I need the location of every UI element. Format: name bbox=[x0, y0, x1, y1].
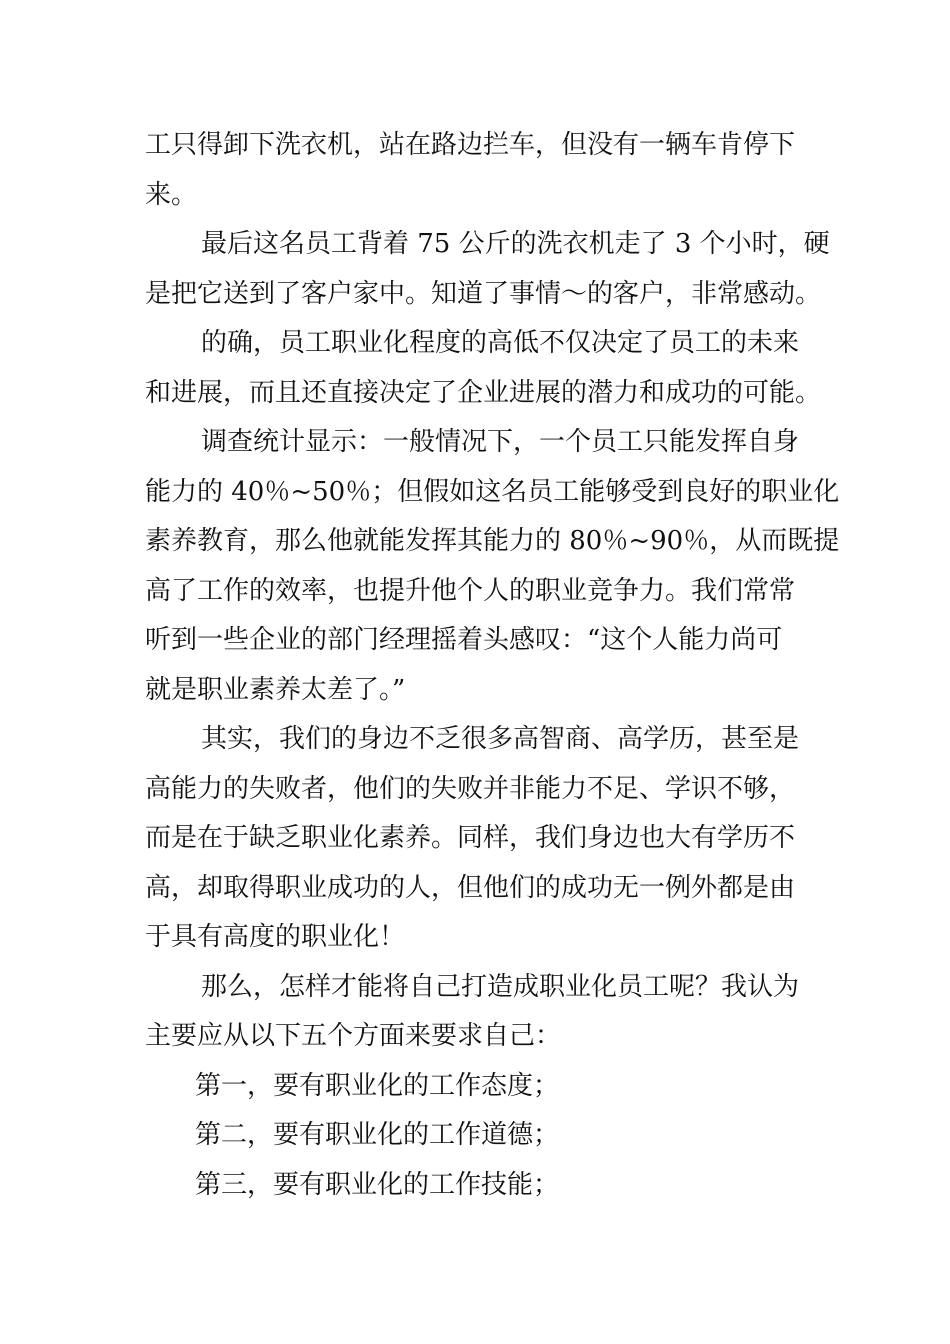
paragraph-how-to-become-professional bbox=[145, 963, 810, 1062]
paragraph-line: 主要应从以下五个方面来要求自己： bbox=[145, 1021, 562, 1051]
paragraph-line: 于具有高度的职业化！ bbox=[145, 922, 406, 952]
document-page bbox=[145, 121, 840, 1210]
paragraph-line: 是把它送到了客户家中。知道了事情～的客户，非常感动。 bbox=[145, 278, 822, 309]
paragraph-line: 最后这名员工背着 75 公斤的洗衣机走了 3 个小时，硬 bbox=[201, 229, 830, 259]
paragraph-line: 工只得卸下洗衣机，站在路边拦车，但没有一辆车肯停下 bbox=[145, 130, 796, 160]
paragraph-line: 就是职业素养太差了。” bbox=[145, 674, 406, 705]
paragraph-line: 和进展，而且还直接决定了企业进展的潜力和成功的可能。 bbox=[145, 377, 822, 408]
paragraph-line: 其实，我们的身边不乏很多高智商、高学历，甚至是 bbox=[201, 724, 800, 754]
paragraph-line: 高了工作的效率，也提升他个人的职业竞争力。我们常常 bbox=[145, 575, 796, 606]
paragraph-line: 听到一些企业的部门经理摇着头感叹：“这个人能力尚可 bbox=[145, 625, 783, 655]
paragraph-line: 高能力的失败者，他们的失败并非能力不足、学识不够， bbox=[145, 773, 796, 804]
paragraph-continued-story bbox=[145, 121, 810, 220]
paragraph-line: 那么，怎样才能将自己打造成职业化员工呢？我认为 bbox=[201, 971, 800, 1002]
paragraph-survey-statistics bbox=[145, 418, 840, 715]
paragraph-line: 而是在于缺乏职业化素养。同样，我们身边也大有学历不 bbox=[145, 823, 796, 853]
paragraph-failure-and-success bbox=[145, 715, 810, 963]
requirements-list bbox=[145, 1062, 810, 1211]
paragraph-line: 高，却取得职业成功的人，但他们的成功无一例外都是由 bbox=[145, 872, 796, 903]
list-item: 第三，要有职业化的工作技能； bbox=[195, 1169, 560, 1200]
list-item: 第二，要有职业化的工作道德； bbox=[195, 1120, 560, 1150]
paragraph-line: 的确，员工职业化程度的高低不仅决定了员工的未来 bbox=[201, 328, 800, 358]
paragraph-line: 素养教育，那么他就能发挥其能力的 80％~90％，从而既提 bbox=[145, 526, 840, 556]
list-item: 第一，要有职业化的工作态度； bbox=[195, 1070, 560, 1101]
paragraph-professionalism-importance bbox=[145, 319, 822, 418]
paragraph-line: 来。 bbox=[145, 179, 198, 210]
paragraph-line: 调查统计显示：一般情况下，一个员工只能发挥自身 bbox=[201, 427, 800, 457]
paragraph-line: 能力的 40％~50％；但假如这名员工能够受到良好的职业化 bbox=[145, 476, 840, 507]
paragraph-washing-machine bbox=[145, 220, 830, 319]
